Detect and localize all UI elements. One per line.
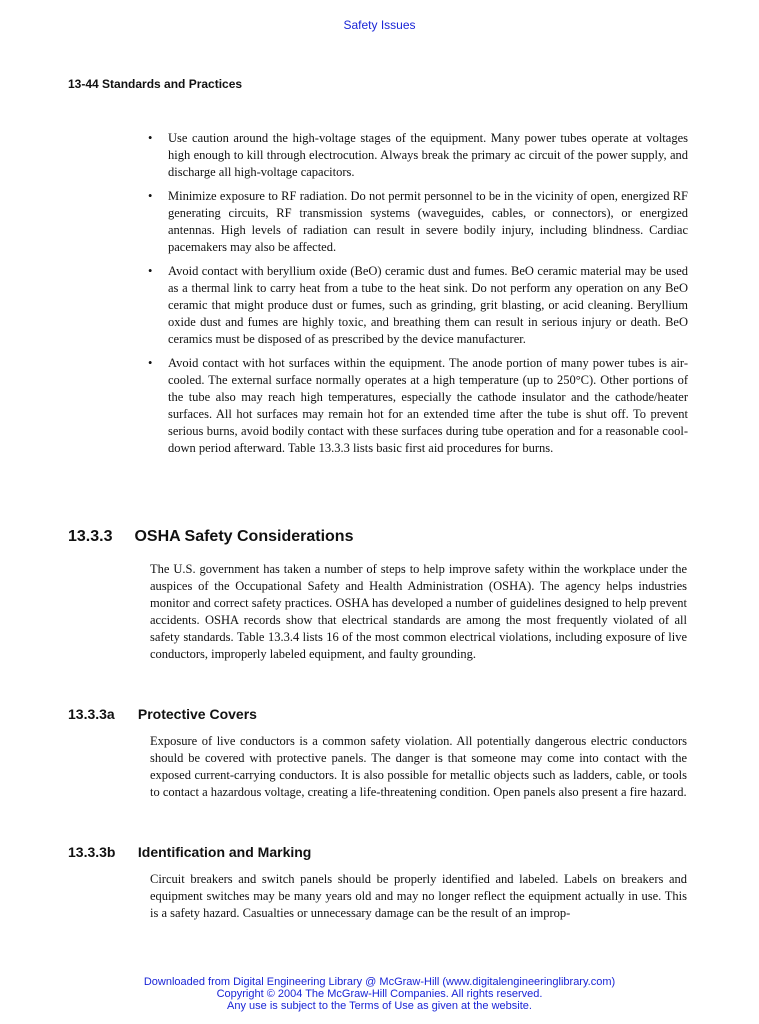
footer-download-link[interactable]: Downloaded from Digital Engineering Library @ McGraw-Hill (www.digitalengineeringlibrary.com) [143, 976, 616, 988]
running-head: 13-44 Standards and Practices [68, 77, 243, 91]
footer-copyright-link[interactable]: Copyright © 2004 The McGraw-Hill Companies. All rights reserved. [216, 988, 543, 1000]
bullet-text: Avoid contact with beryllium oxide (BeO) ceramic dust and fumes. BeO ceramic material may be used as a thermal link to carry heat from a tube to the heat sink. Do not perform any operation on any BeO ceramic that might produce dust or fumes, such as grinding, grit blasting, or acid cleaning. Beryllium oxide dust and fumes are highly toxic, and breathing them can result in serious injury or death. BeO ceramics must be disposed of as prescribed by the device manufacturer. [168, 264, 688, 346]
bullet-symbol: • [148, 189, 153, 203]
section-title: Protective Covers [137, 706, 257, 722]
bullet-symbol: • [148, 356, 153, 370]
bullet-text: Avoid contact with hot surfaces within the equipment. The anode portion of many power tubes is air-cooled. The external surface normally operates at a high temperature (up to 250°C). Other portions of the tube also may reach high temperatures, especially the cathode insulator and the cathode/heater surfaces. All hot surfaces may remain hot for an extended time after the tube is shut off. To prevent serious burns, avoid bodily contact with these surfaces during tube operation and for a reasonable cool-down period afterward. Table 13.3.3 lists basic first aid procedures for burns. [168, 356, 688, 455]
section-body-identification-marking: Circuit breakers and switch panels should be properly identified and labeled. Labels on breakers and equipment switches may be many years old and may no longer reflect the equipment actually in use. This is a safety hazard. Casualties or unnecessary damage can be the result of an improp- [150, 872, 687, 920]
section-heading-protective-covers [68, 706, 257, 722]
section-title: OSHA Safety Considerations [134, 528, 354, 545]
bullet-item-rf-radiation [148, 188, 688, 256]
footer [0, 976, 759, 1012]
bullet-item-hot-surfaces [148, 355, 688, 457]
top-safety-issues-link[interactable]: Safety Issues [343, 18, 416, 32]
bullet-symbol: • [148, 131, 153, 145]
section-number: 13.3.3a [68, 706, 115, 722]
section-body-osha: The U.S. government has taken a number of steps to help improve safety within the workplace under the auspices of the Occupational Safety and Health Administration (OSHA). The agency helps industries monitor and correct safety practices. OSHA has developed a number of guidelines designed to help prevent accidents. OSHA records show that electrical standards are among the most frequently violated of all safety standards. Table 13.3.4 lists 16 of the most common electrical violations, including exposure of live conductors, improperly labeled equipment, and faulty grounding. [150, 562, 687, 661]
section-title: Identification and Marking [137, 844, 312, 860]
section-heading-identification-marking [68, 844, 311, 860]
section-heading-osha [68, 528, 353, 546]
section-body-protective-covers: Exposure of live conductors is a common safety violation. All potentially dangerous electric conductors should be covered with protective panels. The danger is that someone may come into contact with the exposed current-carrying conductors. It is also possible for metallic objects such as ladders, cable, or tools to contact a hazardous voltage, creating a life-threatening condition. Open panels also present a fire hazard. [150, 734, 687, 799]
bullet-list [148, 130, 688, 464]
bullet-text: Use caution around the high-voltage stages of the equipment. Many power tubes operate at voltages high enough to kill through electrocution. Always break the primary ac circuit of the power supply, and discharge all high-voltage capacitors. [168, 131, 688, 179]
section-number: 13.3.3b [68, 844, 116, 860]
bullet-symbol: • [148, 264, 153, 278]
bullet-text: Minimize exposure to RF radiation. Do not permit personnel to be in the vicinity of open, energized RF generating circuits, RF transmission systems (waveguides, cables, or connectors), or energized antennas. High levels of radiation can result in severe bodily injury, including blindness. Cardiac pacemakers may also be affected. [168, 189, 688, 254]
footer-terms-link[interactable]: Any use is subject to the Terms of Use as given at the website. [227, 1000, 532, 1012]
bullet-item-beryllium-oxide [148, 263, 688, 348]
bullet-item-high-voltage [148, 130, 688, 181]
section-number: 13.3.3 [68, 528, 113, 545]
